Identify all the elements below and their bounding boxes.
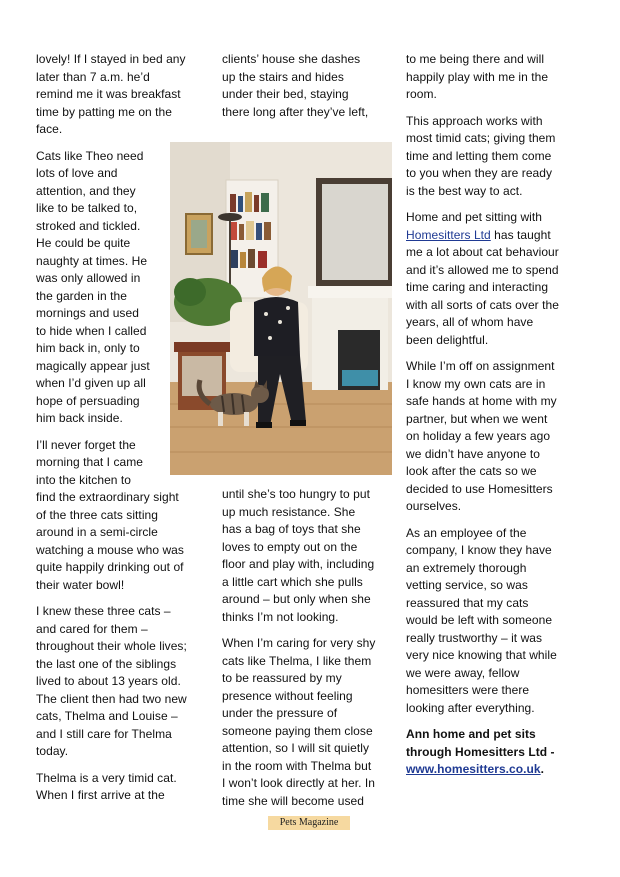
paragraph [36, 603, 196, 761]
text-fragment: Home and pet sitting with [406, 210, 542, 224]
text-line: is the best way to act. [406, 183, 523, 198]
paragraph [406, 51, 572, 104]
magazine-footer-label: Pets Magazine [268, 816, 350, 830]
text-line: the garden in the [36, 288, 127, 303]
signature-line: through Homesitters Ltd - [406, 744, 555, 759]
text-line: morning that I came [36, 455, 143, 469]
text-line: today. [36, 744, 69, 758]
text-line: someone paying them close [222, 723, 373, 738]
article-column-2-top [222, 51, 382, 130]
signature-line: Ann home and pet sits [406, 727, 536, 741]
paragraph [222, 51, 382, 121]
text-line: we didn’t have anyone to [406, 446, 540, 461]
text-line: While I’m off on assignment [406, 359, 555, 373]
text-line: of the three cats sitting [36, 507, 158, 522]
text-fragment: . [540, 762, 545, 776]
text-line: looking after everything. [406, 700, 535, 715]
text-line: When I’m caring for very shy [222, 636, 376, 650]
text-line: there long after they’ve left, [222, 104, 369, 119]
text-line: an extremely thorough [406, 560, 527, 575]
text-line: remind me it was breakfast [36, 87, 181, 101]
text-line: partner, but when we went [406, 411, 548, 426]
text-line: loves to empty out on the [222, 539, 358, 554]
text-line: time by patting me on the [36, 104, 172, 119]
paragraph [36, 770, 196, 805]
text-line: him back inside. [36, 411, 123, 425]
text-line: me a lot about cat behaviour [406, 245, 559, 259]
photo-illustration [170, 142, 392, 475]
text-line: a little cart which she pulls [222, 574, 363, 589]
text-line: quite happily drinking out of [36, 560, 184, 574]
text-line: was only allowed in [36, 271, 141, 285]
text-line: attention, and they [36, 183, 136, 198]
text-line: I know my own cats are in [406, 376, 546, 391]
text-line: find the extraordinary sight [36, 490, 179, 504]
text-line: look after the cats so we [406, 464, 537, 478]
text-line: watching a mouse who was [36, 542, 184, 557]
text-line: when I’d given up all [36, 376, 146, 390]
text-line: I knew these three cats – [36, 604, 171, 618]
text-line: to you when they are ready [406, 166, 553, 180]
text-line: most timid cats; giving them [406, 131, 556, 145]
text-line: lovely! If I stayed in bed any [36, 52, 186, 66]
text-line: hope of persuading [36, 393, 140, 408]
text-line: presence without feeling [222, 688, 353, 703]
text-line: clients’ house she dashes [222, 52, 361, 66]
text-line: with all sorts of cats over the [406, 297, 559, 312]
text-fragment: has taught [490, 227, 551, 242]
text-line: time caring and interacting [406, 280, 549, 294]
text-line: to me being there and will [406, 52, 545, 66]
text-line: him back in, only to [36, 341, 140, 355]
text-line: lived to about 13 years old. [36, 674, 181, 688]
text-line: safe hands at home with my [406, 394, 557, 408]
living-room-cat-photo [170, 142, 392, 475]
text-line: around – but only when she [222, 592, 371, 606]
text-line: their water bowl! [36, 577, 125, 592]
text-line: been delightful. [406, 332, 489, 347]
text-line: face. [36, 122, 63, 136]
paragraph [222, 486, 384, 626]
text-line: and it’s allowed me to spend [406, 262, 559, 277]
text-line: company, I know they have [406, 543, 552, 557]
text-line: This approach works with [406, 113, 543, 128]
text-line: As an employee of the [406, 525, 527, 540]
text-line: Cats like Theo need [36, 148, 144, 163]
text-line: cats like Thelma, I like them [222, 653, 372, 668]
text-line: time and letting them come [406, 148, 552, 163]
text-line: would be left with someone [406, 613, 553, 627]
paragraph [222, 635, 384, 810]
text-line: the last one of the siblings [36, 656, 177, 671]
text-line: The client then had two new [36, 691, 187, 706]
text-line: into the kitchen to [36, 472, 132, 487]
paragraph [406, 209, 572, 349]
signature-line [406, 761, 572, 779]
text-line: until she’s too hungry to put [222, 487, 370, 501]
text-line: He could be quite [36, 236, 131, 250]
paragraph-continued [406, 244, 572, 349]
text-line: in the room with Thelma but [222, 758, 372, 773]
text-line: and I still care for Thelma [36, 726, 172, 741]
text-line: to hide when I called [36, 323, 147, 338]
text-line: Thelma is a very timid cat. [36, 770, 177, 785]
text-line: later than 7 a.m. he’d [36, 69, 150, 84]
paragraph [406, 525, 572, 718]
text-line: decided to use Homesitters [406, 481, 553, 496]
text-line: homesitters were there [406, 683, 530, 697]
text-line: happily play with me in the [406, 69, 549, 84]
text-line: like to be talked to, [36, 201, 138, 215]
text-line: thinks I’m not looking. [222, 609, 339, 624]
homesitters-link[interactable]: Homesitters Ltd [406, 227, 491, 242]
text-line: on holiday a few years ago [406, 429, 551, 443]
paragraph [406, 113, 572, 201]
text-line: reassured that my cats [406, 595, 529, 610]
text-line: attention, so I will sit quietly [222, 741, 369, 755]
text-line: we were away, fellow [406, 665, 520, 680]
text-line: floor and play with, including [222, 557, 375, 571]
text-line: throughout their whole lives; [36, 639, 187, 653]
text-line: time she will become used [222, 793, 364, 808]
text-line: naughty at times. He [36, 253, 148, 268]
text-line: and cared for them – [36, 621, 148, 636]
text-line: magically appear just [36, 358, 150, 373]
author-signature [406, 726, 572, 779]
text-line: mornings and used [36, 306, 139, 320]
text-line: When I first arrive at the [36, 788, 165, 802]
article-column-3 [406, 51, 572, 788]
text-line: stroked and tickled. [36, 218, 141, 233]
text-line: under the pressure of [222, 706, 338, 720]
text-line: very nice knowing that while [406, 648, 557, 662]
text-line: I won’t look directly at her. In [222, 776, 376, 790]
text-line: to be reassured by my [222, 671, 342, 685]
text-line: under their bed, staying [222, 87, 349, 101]
text-line: up the stairs and hides [222, 69, 344, 84]
article-column-2-bottom [222, 486, 384, 819]
text-line: up much resistance. She [222, 504, 356, 519]
text-line: vetting service, so was [406, 578, 528, 592]
text-line: ourselves. [406, 499, 462, 513]
text-line: cats, Thelma and Louise – [36, 709, 178, 723]
text-line: really trustworthy – it was [406, 630, 543, 645]
text-line: years, all of whom have [406, 315, 534, 329]
text-line: room. [406, 87, 437, 101]
text-line [406, 209, 572, 244]
paragraph [36, 51, 196, 139]
text-line: I’ll never forget the [36, 437, 136, 452]
text-line: around in a semi-circle [36, 525, 158, 539]
website-link[interactable]: www.homesitters.co.uk [406, 762, 541, 776]
paragraph [406, 358, 572, 516]
text-line: has a bag of toys that she [222, 522, 361, 536]
text-line: lots of love and [36, 166, 118, 180]
